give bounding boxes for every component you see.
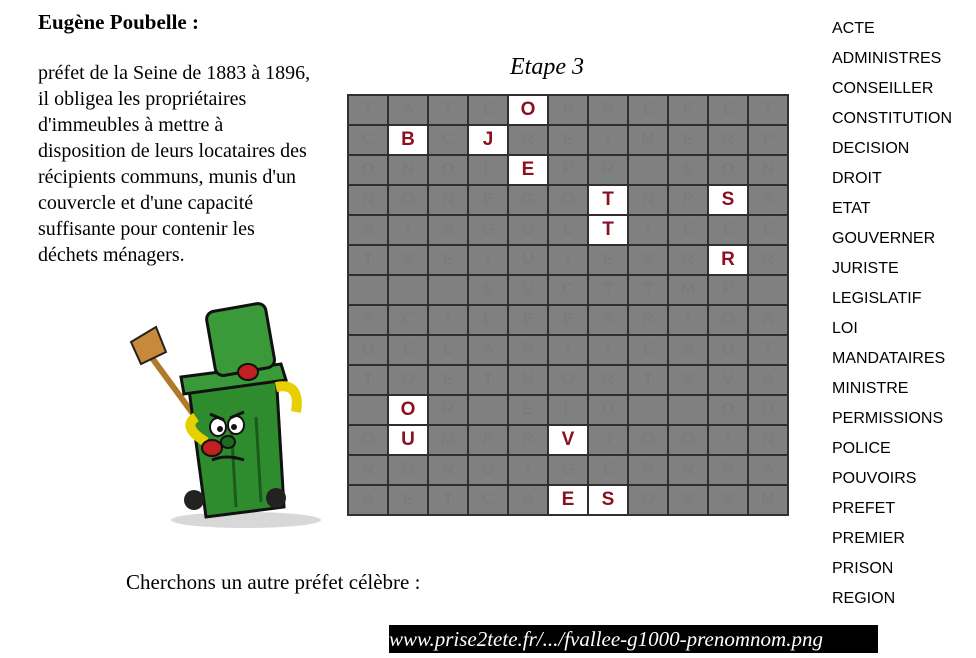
grid-cell[interactable]: N [428, 455, 468, 485]
grid-cell[interactable]: D [388, 455, 428, 485]
grid-cell[interactable]: U [348, 335, 388, 365]
grid-cell[interactable]: T [348, 245, 388, 275]
grid-cell-found[interactable]: S [588, 485, 628, 515]
word-search-grid[interactable] [348, 95, 788, 515]
grid-cell[interactable]: J [588, 425, 628, 455]
grid-cell[interactable]: M [748, 485, 788, 515]
grid-cell[interactable]: O [708, 155, 748, 185]
word-list-item: PRISON [832, 560, 894, 577]
grid-cell[interactable]: S [708, 485, 748, 515]
grid-cell[interactable]: N [748, 155, 788, 185]
grid-cell[interactable]: N [348, 455, 388, 485]
grid-cell[interactable]: V [708, 365, 748, 395]
grid-cell[interactable]: R [428, 395, 468, 425]
grid-cell[interactable]: R [708, 125, 748, 155]
grid-cell[interactable]: A [348, 485, 388, 515]
word-list-item: POUVOIRS [832, 470, 917, 487]
grid-cell[interactable]: M [428, 425, 468, 455]
grid-cell[interactable]: I [668, 305, 708, 335]
grid-cell[interactable]: I [588, 335, 628, 365]
grid-cell[interactable]: U [708, 335, 748, 365]
grid-cell[interactable]: S [668, 155, 708, 185]
grid-cell[interactable]: N [388, 155, 428, 185]
grid-cell[interactable]: O [468, 455, 508, 485]
step-heading: Etape 3 [510, 54, 584, 80]
word-list-item: ACTE [832, 20, 875, 37]
grid-cell[interactable]: O [348, 425, 388, 455]
grid-cell[interactable]: R [588, 365, 628, 395]
grid-cell[interactable]: I [588, 125, 628, 155]
grid-cell[interactable]: R [508, 335, 548, 365]
grid-cell[interactable]: C [548, 275, 588, 305]
grid-cell-found[interactable]: V [548, 425, 588, 455]
grid-cell[interactable]: R [588, 155, 628, 185]
word-list-item: CONSTITUTION [832, 110, 952, 127]
word-list-item: ETAT [832, 200, 871, 217]
word-list [832, 14, 952, 614]
grid-cell[interactable]: I [628, 395, 668, 425]
grid-cell[interactable]: I [388, 215, 428, 245]
prompt-text: Cherchons un autre préfet célèbre : [126, 570, 421, 594]
grid-cell[interactable]: P [708, 275, 748, 305]
grid-cell[interactable]: L [428, 335, 468, 365]
biography-text: préfet de la Seine de 1883 à 1896, il obligea les propriétaires d'immeubles à mettre à disposition de leurs locataires des récipients communs, munis d'un couvercle et d'une capacité suffisante pour contenir les déchets ménagers. [38, 62, 311, 266]
grid-cell[interactable]: T [428, 95, 468, 125]
grid-cell[interactable]: R [508, 425, 548, 455]
grid-cell[interactable]: L [468, 155, 508, 185]
grid-cell[interactable]: M [668, 275, 708, 305]
grid-cell[interactable]: E [468, 185, 508, 215]
grid-cell[interactable]: E [668, 125, 708, 155]
grid-cell[interactable]: T [588, 275, 628, 305]
grid-cell[interactable]: G [468, 215, 508, 245]
word-list-item: LEGISLATIF [832, 290, 922, 307]
grid-cell[interactable]: N [628, 185, 668, 215]
grid-cell[interactable]: I [468, 245, 508, 275]
grid-cell-found[interactable]: O [508, 95, 548, 125]
word-list-item: DROIT [832, 170, 882, 187]
grid-cell[interactable]: I [668, 395, 708, 425]
grid-cell[interactable]: O [708, 305, 748, 335]
grid-cell[interactable]: E [428, 365, 468, 395]
grid-cell[interactable]: R [668, 245, 708, 275]
grid-cell[interactable]: R [708, 455, 748, 485]
word-list-item: GOUVERNER [832, 230, 936, 247]
grid-cell[interactable]: T [628, 365, 668, 395]
grid-cell[interactable]: F [668, 95, 708, 125]
grid-cell[interactable]: E [748, 215, 788, 245]
word-list-item: PERMISSIONS [832, 410, 944, 427]
grid-cell[interactable]: E [628, 335, 668, 365]
grid-cell[interactable]: A [748, 455, 788, 485]
grid-cell[interactable]: T [428, 485, 468, 515]
word-list-item: REGION [832, 590, 896, 607]
grid-cell[interactable]: N [428, 185, 468, 215]
grid-cell[interactable]: E [628, 95, 668, 125]
word-list-item: PREMIER [832, 530, 905, 547]
grid-cell[interactable]: O [508, 215, 548, 245]
grid-cell[interactable]: E [508, 305, 548, 335]
grid-cell[interactable]: C [348, 125, 388, 155]
grid-cell[interactable]: L [548, 395, 588, 425]
grid-cell[interactable]: P [548, 95, 588, 125]
grid-cell[interactable]: G [508, 185, 548, 215]
grid-cell[interactable]: E [588, 455, 628, 485]
grid-cell[interactable]: T [628, 275, 668, 305]
grid-cell[interactable]: P [548, 155, 588, 185]
grid-cell[interactable]: L [468, 305, 508, 335]
grid-cell[interactable]: S [668, 365, 708, 395]
grid-cell[interactable]: N [348, 185, 388, 215]
grid-cell[interactable]: T [748, 95, 788, 125]
grid-cell[interactable]: O [668, 425, 708, 455]
grid-cell[interactable]: R [628, 455, 668, 485]
grid-cell-found[interactable]: U [388, 425, 428, 455]
word-list-item: DECISION [832, 140, 910, 157]
grid-cell[interactable]: T [468, 365, 508, 395]
word-list-item: POLICE [832, 440, 891, 457]
grid-cell[interactable]: E [468, 95, 508, 125]
grid-cell[interactable]: I [708, 425, 748, 455]
grid-cell[interactable]: O [548, 365, 588, 395]
grid-cell[interactable]: O [708, 395, 748, 425]
grid-cell[interactable]: S [668, 485, 708, 515]
grid-cell[interactable]: T [348, 365, 388, 395]
grid-cell[interactable]: F [468, 425, 508, 455]
grid-cell[interactable]: M [628, 125, 668, 155]
grid-cell[interactable]: S [588, 305, 628, 335]
grid-cell[interactable]: A [468, 335, 508, 365]
grid-cell[interactable]: R [508, 125, 548, 155]
grid-cell[interactable]: I [548, 335, 588, 365]
grid-cell-found[interactable]: O [388, 395, 428, 425]
grid-cell-found[interactable]: S [708, 185, 748, 215]
grid-cell[interactable]: G [548, 455, 588, 485]
grid-cell[interactable]: I [348, 275, 388, 305]
grid-cell[interactable]: E [708, 95, 748, 125]
word-list-item: MANDATAIRES [832, 350, 946, 367]
grid-cell[interactable]: E [508, 395, 548, 425]
grid-cell-found[interactable]: T [588, 215, 628, 245]
grid-cell[interactable]: C [428, 125, 468, 155]
grid-cell[interactable]: S [428, 215, 468, 245]
grid-cell-found[interactable]: B [388, 125, 428, 155]
word-list-item: JURISTE [832, 260, 899, 277]
grid-cell[interactable]: R [588, 95, 628, 125]
grid-cell[interactable]: S [748, 185, 788, 215]
grid-cell[interactable]: O [428, 155, 468, 185]
grid-cell[interactable]: T [748, 335, 788, 365]
grid-cell[interactable]: E [588, 245, 628, 275]
grid-cell-found[interactable]: R [708, 245, 748, 275]
word-list-item: MINISTRE [832, 380, 909, 397]
grid-cell[interactable]: P [668, 185, 708, 215]
grid-cell[interactable]: T [348, 95, 388, 125]
grid-cell-found[interactable]: E [548, 485, 588, 515]
grid-cell[interactable]: O [348, 155, 388, 185]
grid-cell[interactable]: L [548, 215, 588, 245]
grid-cell[interactable]: P [748, 125, 788, 155]
grid-cell[interactable]: E [428, 245, 468, 275]
grid-cell[interactable]: U [588, 395, 628, 425]
grid-cell[interactable]: E [668, 215, 708, 245]
grid-cell-found[interactable]: E [508, 155, 548, 185]
source-caption: www.prise2tete.fr/.../fvallee-g1000-prenomnom.png [389, 625, 878, 653]
grid-cell[interactable]: O [388, 185, 428, 215]
grid-cell[interactable]: N [508, 365, 548, 395]
grid-cell[interactable]: C [388, 305, 428, 335]
word-list-item: ADMINISTRES [832, 50, 942, 67]
grid-cell[interactable]: I [428, 275, 468, 305]
grid-cell-found[interactable]: J [468, 125, 508, 155]
grid-cell[interactable]: A [508, 485, 548, 515]
grid-cell[interactable]: I [628, 155, 668, 185]
grid-cell[interactable]: S [628, 245, 668, 275]
grid-cell[interactable]: I [508, 455, 548, 485]
grid-cell[interactable]: I [348, 395, 388, 425]
grid-cell[interactable]: D [388, 365, 428, 395]
page-title: Eugène Poubelle : [38, 10, 199, 34]
grid-cell[interactable]: C [468, 485, 508, 515]
grid-cell[interactable]: I [468, 395, 508, 425]
grid-cell[interactable]: S [388, 245, 428, 275]
word-list-item: CONSEILLER [832, 80, 934, 97]
grid-cell[interactable]: D [628, 485, 668, 515]
grid-cell[interactable]: I [628, 215, 668, 245]
grid-cell[interactable]: I [748, 275, 788, 305]
grid-cell[interactable]: A [748, 365, 788, 395]
grid-cell[interactable]: E [388, 485, 428, 515]
grid-cell[interactable]: R [748, 245, 788, 275]
grid-cell[interactable]: T [348, 305, 388, 335]
grid-cell[interactable]: V [508, 275, 548, 305]
grid-cell[interactable]: S [668, 335, 708, 365]
grid-cell[interactable]: D [748, 395, 788, 425]
grid-cell[interactable]: I [388, 275, 428, 305]
grid-cell[interactable]: E [388, 335, 428, 365]
grid-cell[interactable]: A [748, 305, 788, 335]
grid-cell[interactable]: S [468, 275, 508, 305]
trash-bin-illustration [126, 302, 326, 532]
grid-cell[interactable]: E [548, 305, 588, 335]
grid-cell[interactable]: O [628, 425, 668, 455]
grid-cell[interactable]: O [548, 185, 588, 215]
grid-cell[interactable]: N [748, 425, 788, 455]
grid-cell[interactable]: U [508, 245, 548, 275]
grid-cell[interactable]: N [668, 455, 708, 485]
grid-cell[interactable]: A [388, 95, 428, 125]
grid-cell[interactable]: I [428, 305, 468, 335]
word-list-item: PREFET [832, 500, 896, 517]
grid-cell[interactable]: E [708, 215, 748, 245]
grid-cell[interactable]: E [548, 125, 588, 155]
grid-cell[interactable]: R [628, 305, 668, 335]
grid-cell[interactable]: S [348, 215, 388, 245]
grid-cell-found[interactable]: T [588, 185, 628, 215]
word-list-item: LOI [832, 320, 858, 337]
grid-cell[interactable]: I [548, 245, 588, 275]
